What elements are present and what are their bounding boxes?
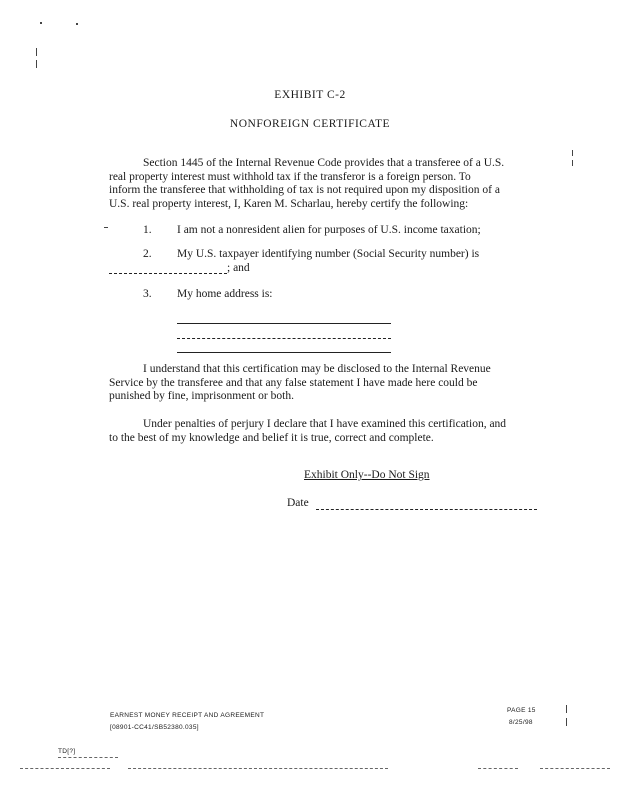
footer-doc-title: EARNEST MONEY RECEIPT AND AGREEMENT [110, 712, 265, 719]
scan-speck [36, 60, 37, 68]
exhibit-label: EXHIBIT C-2 [274, 89, 346, 101]
intro-line: U.S. real property interest, I, Karen M. Scharlau, hereby certify the following: [109, 197, 469, 210]
item-number: 3. [143, 288, 152, 300]
scan-edge-dash [540, 768, 610, 769]
penalty-line: to the best of my knowledge and belief it is true, correct and complete. [109, 431, 434, 444]
certificate-title: NONFOREIGN CERTIFICATE [229, 118, 391, 130]
footer-page-number: PAGE 15 [507, 707, 536, 714]
scan-edge-dash [128, 768, 388, 769]
signature-label [298, 469, 438, 481]
scan-edge-dash [20, 768, 110, 769]
footer-date: 8/25/98 [509, 719, 533, 726]
item-number: 2. [143, 248, 152, 260]
scan-speck [40, 22, 42, 24]
scan-speck [76, 23, 78, 25]
ssn-blank-line [109, 273, 227, 274]
intro-line: inform the transferee that withholding of tax is not required upon my disposition of a [109, 184, 500, 196]
scan-edge-dash [58, 757, 118, 758]
footer-initials: TD[?] [58, 748, 76, 755]
scan-speck [566, 705, 567, 713]
penalty-paragraph [109, 418, 559, 445]
scan-speck [36, 48, 37, 56]
signature-note: Exhibit Only--Do Not Sign [304, 469, 430, 481]
understand-line: Service by the transferee and that any false statement I have made here could be [109, 376, 478, 389]
footer-doc-code: [08901-CC41/SB52380.035] [110, 724, 199, 731]
address-line [177, 323, 391, 324]
date-label: Date [287, 497, 309, 509]
intro-line: real property interest must withhold tax if the transferor is a foreign person. To [109, 170, 471, 183]
scan-edge-dash [478, 768, 518, 769]
scan-speck [104, 227, 108, 228]
address-line [177, 338, 391, 339]
item-text: My U.S. taxpayer identifying number (Social Security number) is [177, 248, 480, 260]
scan-speck [572, 160, 573, 166]
date-line [316, 509, 537, 510]
penalty-line: Under penalties of perjury I declare that I have examined this certification, and [143, 418, 507, 430]
intro-paragraph [109, 157, 549, 211]
intro-line: Section 1445 of the Internal Revenue Code provides that a transferee of a U.S. [143, 157, 505, 169]
understand-paragraph [109, 363, 549, 404]
item-number: 1. [143, 224, 152, 236]
item-text-continuation: ; and [227, 262, 250, 274]
item-text: My home address is: [177, 288, 273, 300]
scan-speck [566, 718, 567, 726]
understand-line: I understand that this certification may be disclosed to the Internal Revenue [143, 363, 491, 375]
scan-speck [572, 150, 573, 156]
item-text: I am not a nonresident alien for purposes of U.S. income taxation; [177, 224, 481, 236]
address-line [177, 352, 391, 353]
understand-line: punished by fine, imprisonment or both. [109, 390, 294, 402]
